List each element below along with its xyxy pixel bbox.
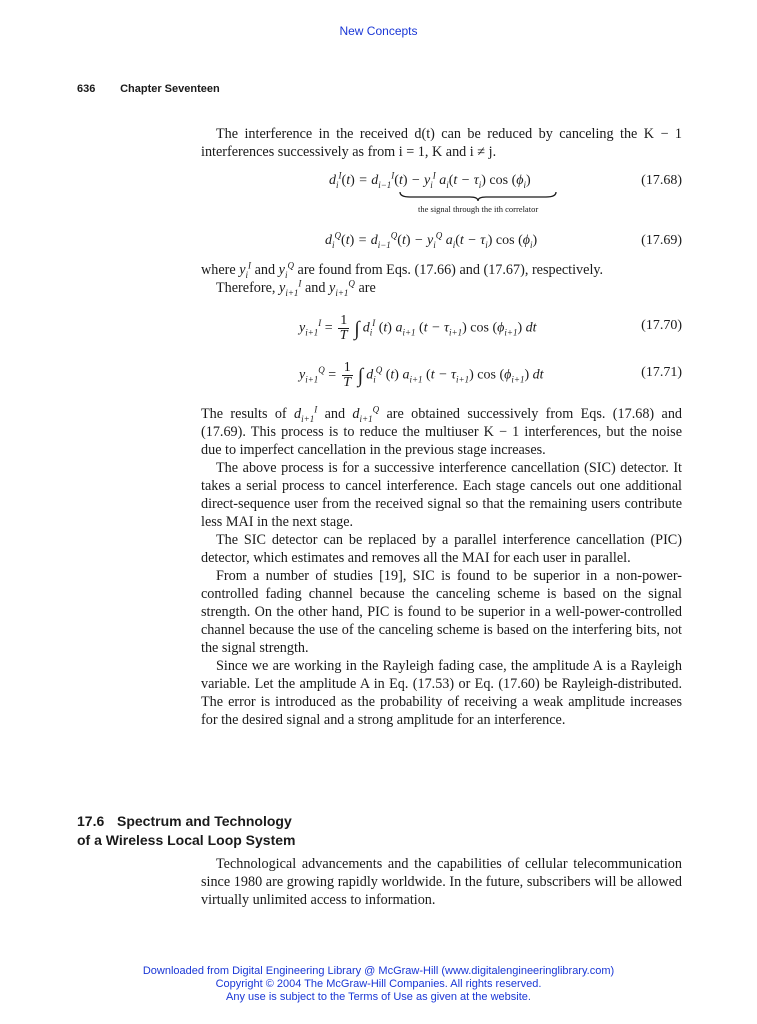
therefore-end: are — [358, 280, 376, 296]
where-text: are found from Eqs. (17.66) and (17.67), respectively. — [297, 262, 604, 278]
top-nav-link[interactable]: New Concepts — [339, 24, 418, 38]
equation-number: (17.69) — [641, 233, 682, 248]
paragraph-rayleigh: Since we are working in the Rayleigh fading case, the amplitude A is a Rayleigh variable. Let the amplitude A in Eq. (17.53) or Eq. (17.60) be Rayleigh-distributed. The error is introduced as the probability of receiving a weak amplitude increases for the desired signal and a strong amplitude for an interference. — [201, 658, 682, 728]
paragraph-studies: From a number of studies [19], SIC is found to be superior in a non-power-controlled fading channel because the canceling scheme is based on the signal strength. On the other hand, PIC is found to be superior in a well-power-controlled channel because the use of the canceling scheme is based on the interfering bits, not the signal strength. — [201, 568, 682, 656]
paragraph-pic: The SIC detector can be replaced by a parallel interference cancellation (PIC) detector, which estimates and removes all the MAI for each user in parallel. — [201, 532, 682, 566]
paragraph-where — [201, 261, 682, 297]
page-number: 636 — [77, 83, 96, 95]
equation-expression: $d_i^I(t) = d_{i-1}^I(t) - y_i^I$ $a_i(t - \tau_i)$ $\cos (\phi_i)$ — [329, 170, 531, 190]
section-heading — [77, 812, 296, 850]
fraction-denominator: T — [343, 375, 352, 390]
equation-expression: $y_{i+1}^I$ = $\frac{1}{T}$ ∫ $d_i^I$ (t) $a_{i+1}$ $(t - \tau_{i+1})$ $\cos (\phi_{i+1})$ dt — [299, 313, 537, 343]
section-title-line2: of a Wireless Local Loop System — [77, 832, 296, 848]
paragraph-tech — [201, 855, 682, 909]
equation-number: (17.70) — [641, 318, 682, 333]
paragraph-intro — [201, 125, 682, 161]
paragraph-intro-text: The interference in the received d(t) can be reduced by canceling the K − 1 interferences successively as from i = 1, K and i ≠ j. — [201, 126, 682, 160]
equation-number: (17.71) — [641, 365, 682, 380]
section-number: 17.6 — [77, 813, 105, 829]
chapter-title: Chapter Seventeen — [120, 83, 220, 95]
therefore-line: Therefore, $y_{i+1}^I$ and $y_{i+1}^Q$ are — [216, 278, 376, 298]
fraction-numerator: 1 — [340, 313, 348, 328]
equation-number: (17.68) — [641, 173, 682, 188]
footer-terms[interactable]: Any use is subject to the Terms of Use as given at the website. — [226, 991, 531, 1003]
equation-17-71 — [201, 361, 682, 391]
results-text: are obtained successively from Eqs. (17.68) and (17.69). This process is to reduce the multiuser K − 1 interferences, but the noise due to imperfect cancellation in the previous stage increases. — [201, 406, 683, 458]
where-line: where $y_i^I$ and $y_i^Q$ are found from Eqs. (17.66) and (17.67), respectively. — [201, 260, 604, 280]
equation-expression: $d_i^Q(t) = d_{i-1}^Q(t) - y_i^Q$ $a_i(t - \tau_i)$ $\cos (\phi_i)$ — [325, 230, 538, 250]
equation-17-69 — [201, 229, 682, 253]
fraction-numerator: 1 — [343, 360, 351, 375]
fraction-denominator: T — [339, 328, 348, 343]
equation-17-70 — [201, 314, 682, 344]
underbrace — [398, 190, 558, 202]
brace-annotation: the signal through the ith correlator — [418, 204, 539, 214]
main-body — [201, 405, 682, 729]
footer — [0, 965, 757, 1004]
section-title-line1: Spectrum and Technology — [117, 813, 292, 829]
results-start: The results of — [201, 406, 287, 422]
equation-expression: $y_{i+1}^Q$ = $\frac{1}{T}$ ∫ $d_i^Q$ (t) $a_{i+1}$ $(t - \tau_{i+1})$ $\cos (\phi_{i+1})$ dt — [299, 360, 544, 390]
footer-copyright[interactable]: Copyright © 2004 The McGraw-Hill Companies. All rights reserved. — [215, 978, 542, 990]
running-header — [77, 83, 220, 95]
paragraph-tech-text: Technological advancements and the capabilities of cellular telecommunication since 1980 are growing rapidly worldwide. In the future, subscribers will be allowed virtually unlimited access to information. — [201, 856, 682, 908]
paragraph-results: The results of $d_{i+1}^I$ and $d_{i+1}^Q$ are obtained successively from Eqs. (17.68) and (17.69). This process is to reduce the multiuser K − 1 interferences, but the noise due to imperfect cancellation in the previous stage increases. — [201, 404, 683, 458]
therefore-start: Therefore, — [216, 280, 276, 296]
paragraph-sic: The above process is for a successive interference cancellation (SIC) detector. It takes a serial process to cancel interference. Each stage cancels out one additional direct-sequence user from the received signal so that the remaining users contribute less MAI in the next stage. — [201, 460, 682, 530]
footer-download-link[interactable]: Downloaded from Digital Engineering Library @ McGraw-Hill (www.digitalengineeringlibrary.com) — [142, 965, 615, 977]
